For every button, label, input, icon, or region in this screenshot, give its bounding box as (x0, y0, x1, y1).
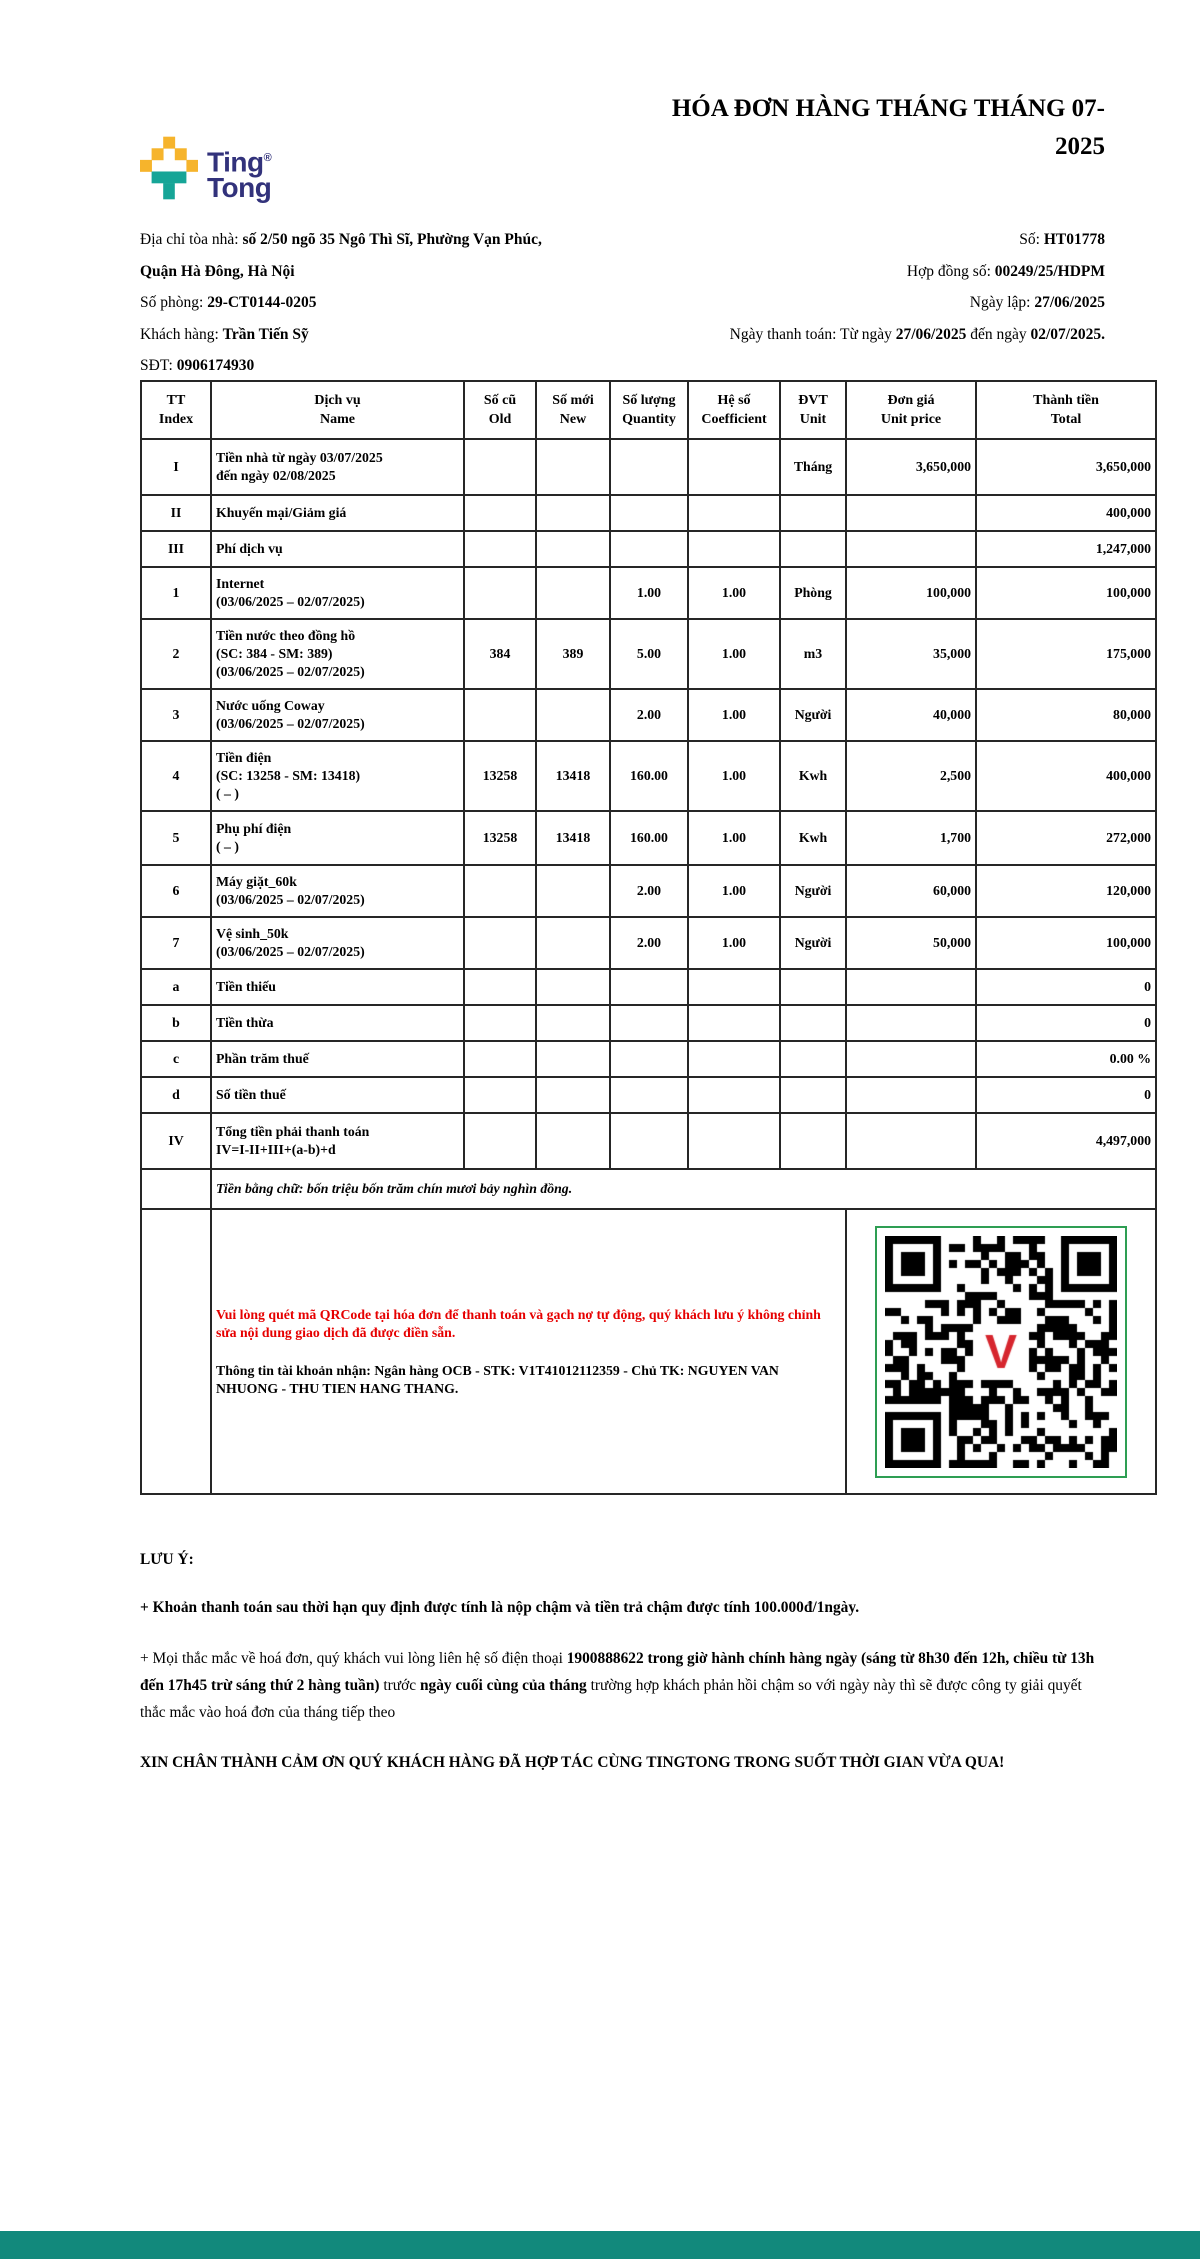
cell-quantity: 2.00 (610, 917, 688, 969)
cell-service-name: Phần trăm thuế (211, 1041, 464, 1077)
payment-instructions (211, 1209, 846, 1494)
cell-unit (780, 1005, 846, 1041)
phone-line: SĐT: 0906174930 (140, 357, 255, 374)
table-row (141, 969, 1156, 1005)
cell-old (464, 1077, 536, 1113)
cell-index: 5 (141, 811, 211, 865)
cell-unit: Tháng (780, 439, 846, 495)
cell-service-name: Tiền thiếu (211, 969, 464, 1005)
table-row (141, 531, 1156, 567)
building-address-line: Địa chỉ tòa nhà: số 2/50 ngõ 35 Ngô Thì Sĩ, Phường Vạn Phúc, (140, 231, 542, 248)
room-number-line: Số phòng: 29-CT0144-0205 (140, 294, 317, 311)
cell-total: 3,650,000 (976, 439, 1156, 495)
cell-service-name: Nước uống Coway (03/06/2025 – 02/07/2025) (211, 689, 464, 741)
cell-total: 0 (976, 1005, 1156, 1041)
cell-quantity (610, 1041, 688, 1077)
cell-total: 1,247,000 (976, 531, 1156, 567)
col-header-coefficient: Hệ số Coefficient (688, 381, 780, 439)
cell-service-name: Tiền nước theo đồng hồ (SC: 384 - SM: 389) (03/06/2025 – 02/07/2025) (211, 619, 464, 689)
cell-total: 4,497,000 (976, 1113, 1156, 1169)
cell-unit-price: 2,500 (846, 741, 976, 811)
cell-new: 13418 (536, 811, 610, 865)
col-header-unit-price: Đơn giá Unit price (846, 381, 976, 439)
col-header-old: Số cũ Old (464, 381, 536, 439)
cell-index: d (141, 1077, 211, 1113)
footer-bar (0, 2231, 1200, 2259)
cell-old (464, 969, 536, 1005)
cell-service-name: Tiền điện (SC: 13258 - SM: 13418) ( – ) (211, 741, 464, 811)
cell-new: 389 (536, 619, 610, 689)
cell-quantity (610, 1005, 688, 1041)
cell-quantity (610, 1077, 688, 1113)
cell-coefficient (688, 969, 780, 1005)
cell-coefficient: 1.00 (688, 619, 780, 689)
cell-coefficient: 1.00 (688, 741, 780, 811)
cell-unit: m3 (780, 619, 846, 689)
late-payment-note: + Khoản thanh toán sau thời hạn quy định được tính là nộp chậm và tiền trả chậm được tính 100.000đ/1ngày. (140, 1599, 860, 1616)
cell-old (464, 495, 536, 531)
cell-total: 400,000 (976, 495, 1156, 531)
cell-new (536, 567, 610, 619)
payment-date-line: Ngày thanh toán: Từ ngày 27/06/2025 đến ngày 02/07/2025. (729, 325, 1105, 343)
cell-unit (780, 1077, 846, 1113)
qr-code (885, 1236, 1117, 1468)
invoice-meta (140, 224, 1105, 350)
cell-index: II (141, 495, 211, 531)
cell-index: c (141, 1041, 211, 1077)
table-row (141, 865, 1156, 917)
bank-account-info: Thông tin tài khoản nhận: Ngân hàng OCB - STK: V1T41012112359 - Chủ TK: NGUYEN VAN NHUONG - THU TIEN HANG THANG. (216, 1362, 779, 1396)
cell-unit-price (846, 1041, 976, 1077)
cell-new (536, 1077, 610, 1113)
col-header-unit: ĐVT Unit (780, 381, 846, 439)
cell-unit-price: 35,000 (846, 619, 976, 689)
cell-total: 272,000 (976, 811, 1156, 865)
cell-total: 0 (976, 969, 1156, 1005)
cell-old (464, 531, 536, 567)
cell-total: 100,000 (976, 567, 1156, 619)
cell-old (464, 1005, 536, 1041)
cell-service-name: Tiền nhà từ ngày 03/07/2025 đến ngày 02/08/2025 (211, 439, 464, 495)
cell-index: a (141, 969, 211, 1005)
cell-coefficient: 1.00 (688, 865, 780, 917)
table-row (141, 917, 1156, 969)
cell-new (536, 689, 610, 741)
payment-qr-row (141, 1209, 1156, 1494)
amount-in-words-label: Tiền bằng chữ: (216, 1181, 307, 1196)
cell-unit: Phòng (780, 567, 846, 619)
cell-service-name: Máy giặt_60k (03/06/2025 – 02/07/2025) (211, 865, 464, 917)
cell-quantity: 2.00 (610, 865, 688, 917)
cell-old (464, 1113, 536, 1169)
hotline-number: 1900888622 trong giờ hành chính hàng ngày (sáng từ 8h30 đến 12h, chiều từ 13h đến 17h45 trừ sáng thứ 2 hàng tuần) (140, 1650, 1095, 1694)
table-row (141, 1077, 1156, 1113)
brand-name-line1: Ting (207, 146, 264, 178)
table-row (141, 741, 1156, 811)
cell-unit-price (846, 495, 976, 531)
cell-unit (780, 1041, 846, 1077)
col-header-name: Dịch vụ Name (211, 381, 464, 439)
table-row (141, 689, 1156, 741)
cell-quantity: 160.00 (610, 741, 688, 811)
cell-unit-price (846, 969, 976, 1005)
cell-old (464, 439, 536, 495)
cell-total: 100,000 (976, 917, 1156, 969)
invoice-title (140, 90, 1105, 166)
cell-quantity (610, 969, 688, 1005)
table-row (141, 495, 1156, 531)
hotline-note: + Mọi thắc mắc về hoá đơn, quý khách vui lòng liên hệ số điện thoại 1900888622 trong giờ hành chính hàng ngày (sáng từ 8h30 đến 12h, chiều từ 13h đến 17h45 trừ sáng thứ 2 hàng tuần) trước ngày cuối cùng của tháng trường hợp khách phản hồi chậm so với ngày này thì sẽ được công ty giải quyết thắc mắc vào hoá đơn của tháng tiếp theo (140, 1650, 1095, 1721)
cell-unit: Người (780, 689, 846, 741)
cell-old (464, 567, 536, 619)
cell-index: 7 (141, 917, 211, 969)
cell-coefficient: 1.00 (688, 917, 780, 969)
invoice-title-line2: 2025 (1055, 133, 1105, 160)
col-header-new: Số mới New (536, 381, 610, 439)
cell-index: IV (141, 1113, 211, 1169)
cell-total: 0 (976, 1077, 1156, 1113)
cell-unit-price (846, 1113, 976, 1169)
cell-unit-price (846, 1005, 976, 1041)
cell-coefficient (688, 495, 780, 531)
cell-total: 120,000 (976, 865, 1156, 917)
invoice-number-line: Số: HT01778 (1019, 231, 1105, 248)
brand-name-line2: Tong (207, 172, 272, 204)
cell-quantity (610, 1113, 688, 1169)
cell-service-name: Vệ sinh_50k (03/06/2025 – 02/07/2025) (211, 917, 464, 969)
cell-new (536, 1041, 610, 1077)
cell-service-name: Số tiền thuế (211, 1077, 464, 1113)
col-header-total: Thành tiền Total (976, 381, 1156, 439)
cell-index-empty (141, 1209, 211, 1494)
cell-unit-price: 60,000 (846, 865, 976, 917)
invoice-title-line1: HÓA ĐƠN HÀNG THÁNG THÁNG 07- (671, 95, 1105, 122)
cell-unit (780, 495, 846, 531)
cell-index-empty (141, 1169, 211, 1209)
cell-service-name: Tổng tiền phải thanh toán IV=I-II+III+(a-b)+d (211, 1113, 464, 1169)
cell-new (536, 531, 610, 567)
cell-coefficient (688, 531, 780, 567)
issue-date-line: Ngày lập: 27/06/2025 (969, 294, 1105, 311)
invoice-table (140, 380, 1157, 1495)
cell-unit-price: 50,000 (846, 917, 976, 969)
qr-frame (875, 1226, 1127, 1478)
cell-unit (780, 531, 846, 567)
cell-service-name: Phí dịch vụ (211, 531, 464, 567)
cell-unit (780, 969, 846, 1005)
account-holder: NGUYEN VAN NHUONG - THU TIEN HANG THANG (216, 1362, 779, 1396)
cell-new: 13418 (536, 741, 610, 811)
cell-index: I (141, 439, 211, 495)
cell-service-name: Phụ phí điện ( – ) (211, 811, 464, 865)
cell-unit-price (846, 531, 976, 567)
contract-number-line: Hợp đồng số: 00249/25/HDPM (906, 262, 1105, 280)
cell-quantity (610, 439, 688, 495)
cell-coefficient (688, 439, 780, 495)
cell-new (536, 495, 610, 531)
table-row (141, 439, 1156, 495)
cell-old (464, 1041, 536, 1077)
table-row (141, 1005, 1156, 1041)
cell-unit: Kwh (780, 811, 846, 865)
customer-name-line: Khách hàng: Trần Tiến Sỹ (140, 325, 309, 343)
cell-old (464, 865, 536, 917)
cell-coefficient: 1.00 (688, 567, 780, 619)
cell-coefficient (688, 1077, 780, 1113)
cell-new (536, 969, 610, 1005)
table-row (141, 567, 1156, 619)
table-header-row (141, 381, 1156, 439)
col-header-quantity: Số lượng Quantity (610, 381, 688, 439)
cell-unit-price: 1,700 (846, 811, 976, 865)
amount-in-words-value: bốn triệu bốn trăm chín mươi bảy nghìn đồng. (306, 1181, 573, 1196)
cell-coefficient (688, 1005, 780, 1041)
cell-index: 1 (141, 567, 211, 619)
cell-unit (780, 1113, 846, 1169)
cell-new (536, 1005, 610, 1041)
qr-payment-note: Vui lòng quét mã QRCode tại hóa đơn để thanh toán và gạch nợ tự động, quý khách lưu ý không chỉnh sửa nội dung giao dịch đã được điền sẵn. (216, 1306, 821, 1340)
table-row (141, 1113, 1156, 1169)
cell-service-name: Tiền thừa (211, 1005, 464, 1041)
cell-quantity: 5.00 (610, 619, 688, 689)
cell-quantity: 2.00 (610, 689, 688, 741)
cell-coefficient (688, 1113, 780, 1169)
qr-cell (846, 1209, 1156, 1494)
cell-unit: Người (780, 917, 846, 969)
amount-in-words-cell (211, 1169, 1156, 1209)
cell-index: 2 (141, 619, 211, 689)
cell-old (464, 917, 536, 969)
notes-heading: LƯU Ý: (140, 1551, 194, 1568)
cell-coefficient: 1.00 (688, 811, 780, 865)
cell-coefficient: 1.00 (688, 689, 780, 741)
cell-unit-price: 40,000 (846, 689, 976, 741)
amount-in-words-row (141, 1169, 1156, 1209)
cell-unit-price: 100,000 (846, 567, 976, 619)
cell-index: 6 (141, 865, 211, 917)
cell-new (536, 917, 610, 969)
cell-total: 0.00 % (976, 1041, 1156, 1077)
cell-index: 3 (141, 689, 211, 741)
cell-total: 175,000 (976, 619, 1156, 689)
cell-service-name: Internet (03/06/2025 – 02/07/2025) (211, 567, 464, 619)
cell-coefficient (688, 1041, 780, 1077)
cell-index: b (141, 1005, 211, 1041)
cell-old: 384 (464, 619, 536, 689)
cell-old (464, 689, 536, 741)
cell-quantity: 1.00 (610, 567, 688, 619)
cell-index: 4 (141, 741, 211, 811)
cell-unit-price: 3,650,000 (846, 439, 976, 495)
cell-new (536, 1113, 610, 1169)
registered-mark: ® (263, 152, 272, 164)
footer-notes (140, 1551, 1107, 1776)
account-number: V1T41012112359 (518, 1362, 620, 1378)
table-row (141, 619, 1156, 689)
cell-service-name: Khuyến mại/Giảm giá (211, 495, 464, 531)
cell-quantity (610, 495, 688, 531)
cell-unit: Người (780, 865, 846, 917)
cell-index: III (141, 531, 211, 567)
cell-old: 13258 (464, 811, 536, 865)
cell-total: 400,000 (976, 741, 1156, 811)
col-header-index: TT Index (141, 381, 211, 439)
building-address-line2: Quận Hà Đông, Hà Nội (140, 262, 295, 280)
table-row (141, 811, 1156, 865)
cell-quantity: 160.00 (610, 811, 688, 865)
cell-old: 13258 (464, 741, 536, 811)
thank-you-message: XIN CHÂN THÀNH CẢM ƠN QUÝ KHÁCH HÀNG ĐÃ HỢP TÁC CÙNG TINGTONG TRONG SUỐT THỜI GIAN VỪA QUA! (140, 1754, 1005, 1771)
cell-total: 80,000 (976, 689, 1156, 741)
cell-unit-price (846, 1077, 976, 1113)
table-row (141, 1041, 1156, 1077)
cell-new (536, 865, 610, 917)
cell-new (536, 439, 610, 495)
cell-quantity (610, 531, 688, 567)
cell-unit: Kwh (780, 741, 846, 811)
